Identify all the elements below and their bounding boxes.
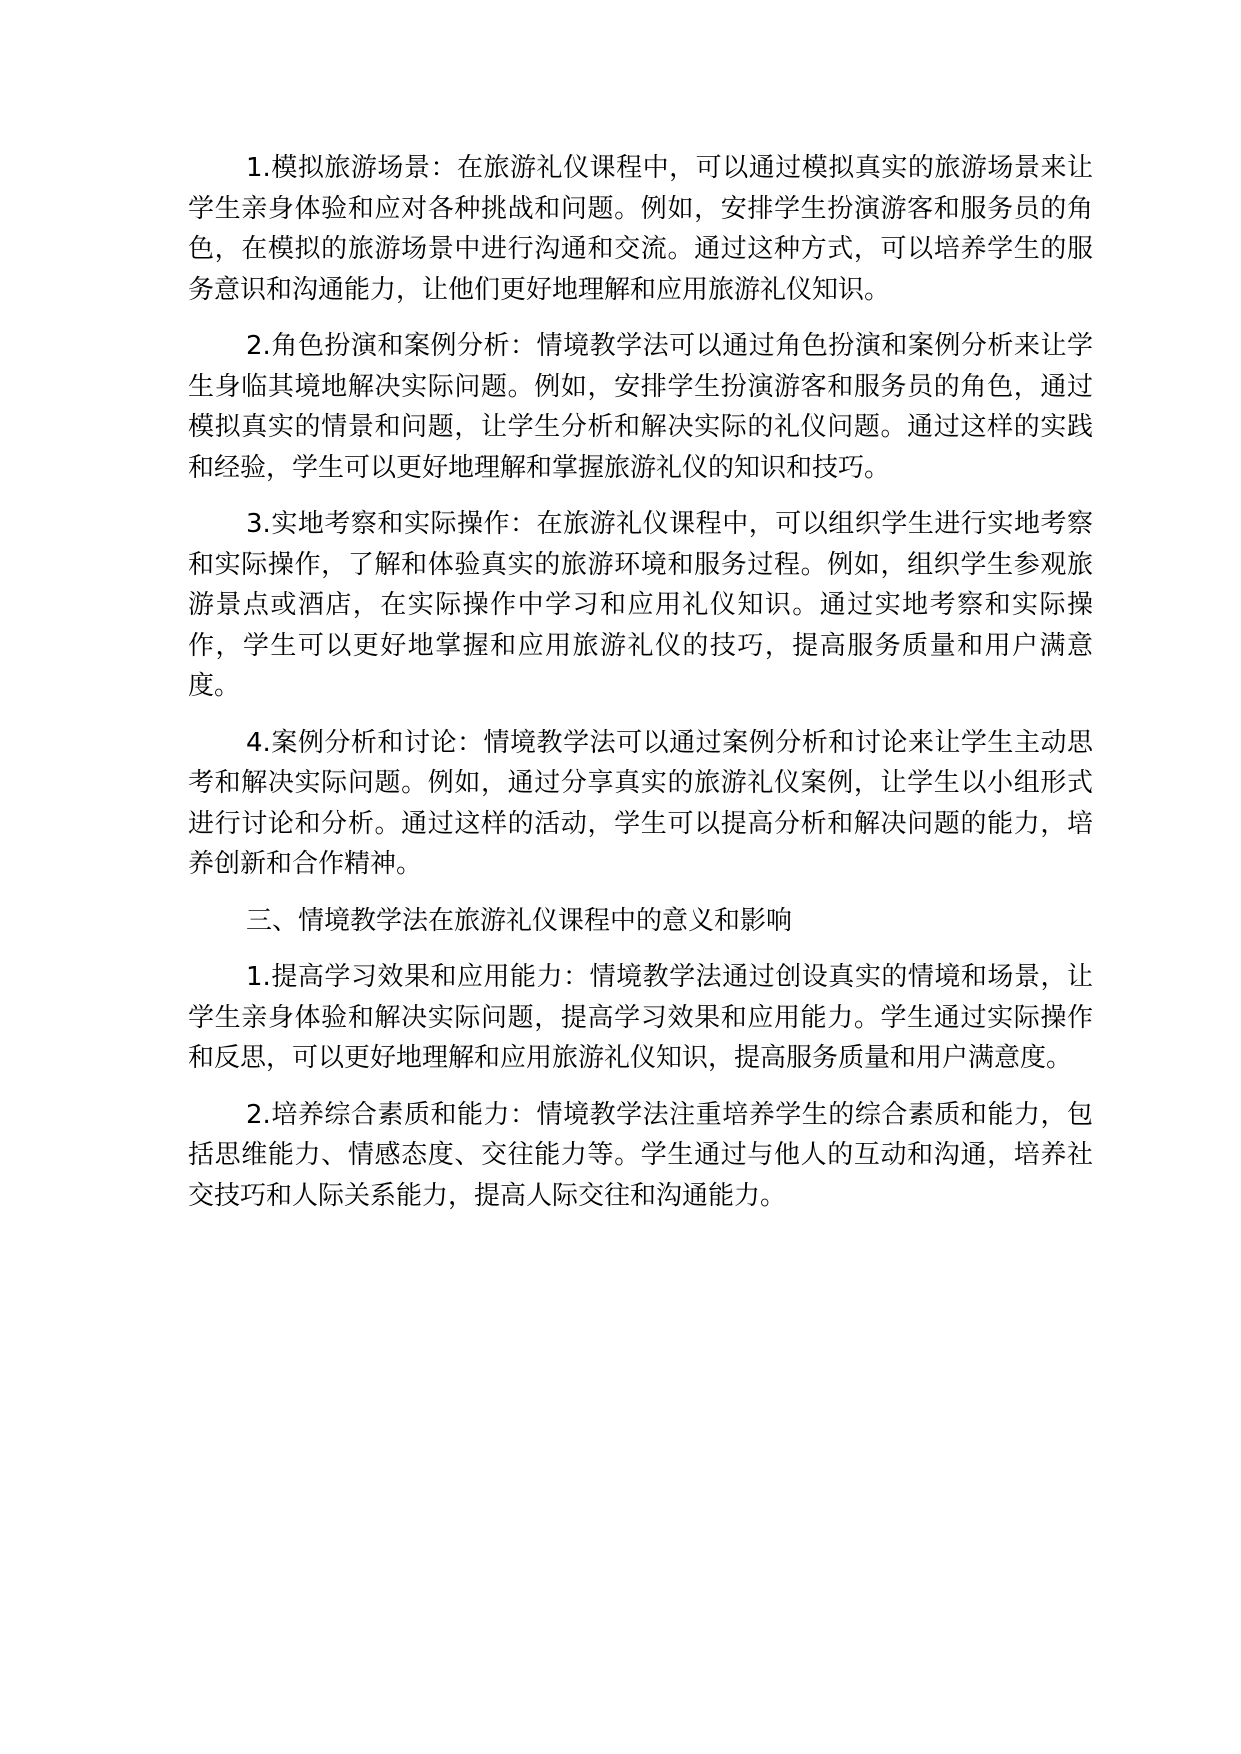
paragraph-case-discussion: 4.案例分析和讨论：情境教学法可以通过案例分析和讨论来让学生主动思考和解决实际问题。例如，通过分享真实的旅游礼仪案例，让学生以小组形式进行讨论和分析。通过这样的活动，学生可以提高分析和解决问题的能力，培养创新和合作精神。: [188, 727, 1093, 879]
paragraph-field-study-practice: 3.实地考察和实际操作：在旅游礼仪课程中，可以组织学生进行实地考察和实际操作，了解和体验真实的旅游环境和服务过程。例如，组织学生参观旅游景点或酒店，在实际操作中学习和应用礼仪知识。通过实地考察和实际操作，学生可以更好地掌握和应用旅游礼仪的技巧，提高服务质量和用户满意度。: [188, 509, 1093, 701]
paragraph-comprehensive-quality: 2.培养综合素质和能力：情境教学法注重培养学生的综合素质和能力，包括思维能力、情感态度、交往能力等。学生通过与他人的互动和沟通，培养社交技巧和人际关系能力，提高人际交往和沟通能力。: [188, 1099, 1093, 1211]
paragraph-learning-effect: 1.提高学习效果和应用能力：情境教学法通过创设真实的情境和场景，让学生亲身体验和解决实际问题，提高学习效果和应用能力。学生通过实际操作和反思，可以更好地理解和应用旅游礼仪知识，提高服务质量和用户满意度。: [188, 962, 1093, 1073]
document-body: [188, 148, 1093, 1232]
paragraph-role-play-case-analysis: 2.角色扮演和案例分析：情境教学法可以通过角色扮演和案例分析来让学生身临其境地解决实际问题。例如，安排学生扮演游客和服务员的角色，通过模拟真实的情景和问题，让学生分析和解决实际的礼仪问题。通过这样的实践和经验，学生可以更好地理解和掌握旅游礼仪的知识和技巧。: [188, 331, 1093, 483]
section-heading-significance: 三、情境教学法在旅游礼仪课程中的意义和影响: [246, 905, 793, 936]
paragraph-simulated-tourism-scenes: 1.模拟旅游场景：在旅游礼仪课程中，可以通过模拟真实的旅游场景来让学生亲身体验和应对各种挑战和问题。例如，安排学生扮演游客和服务员的角色，在模拟的旅游场景中进行沟通和交流。通过这种方式，可以培养学生的服务意识和沟通能力，让他们更好地理解和应用旅游礼仪知识。: [188, 153, 1093, 305]
